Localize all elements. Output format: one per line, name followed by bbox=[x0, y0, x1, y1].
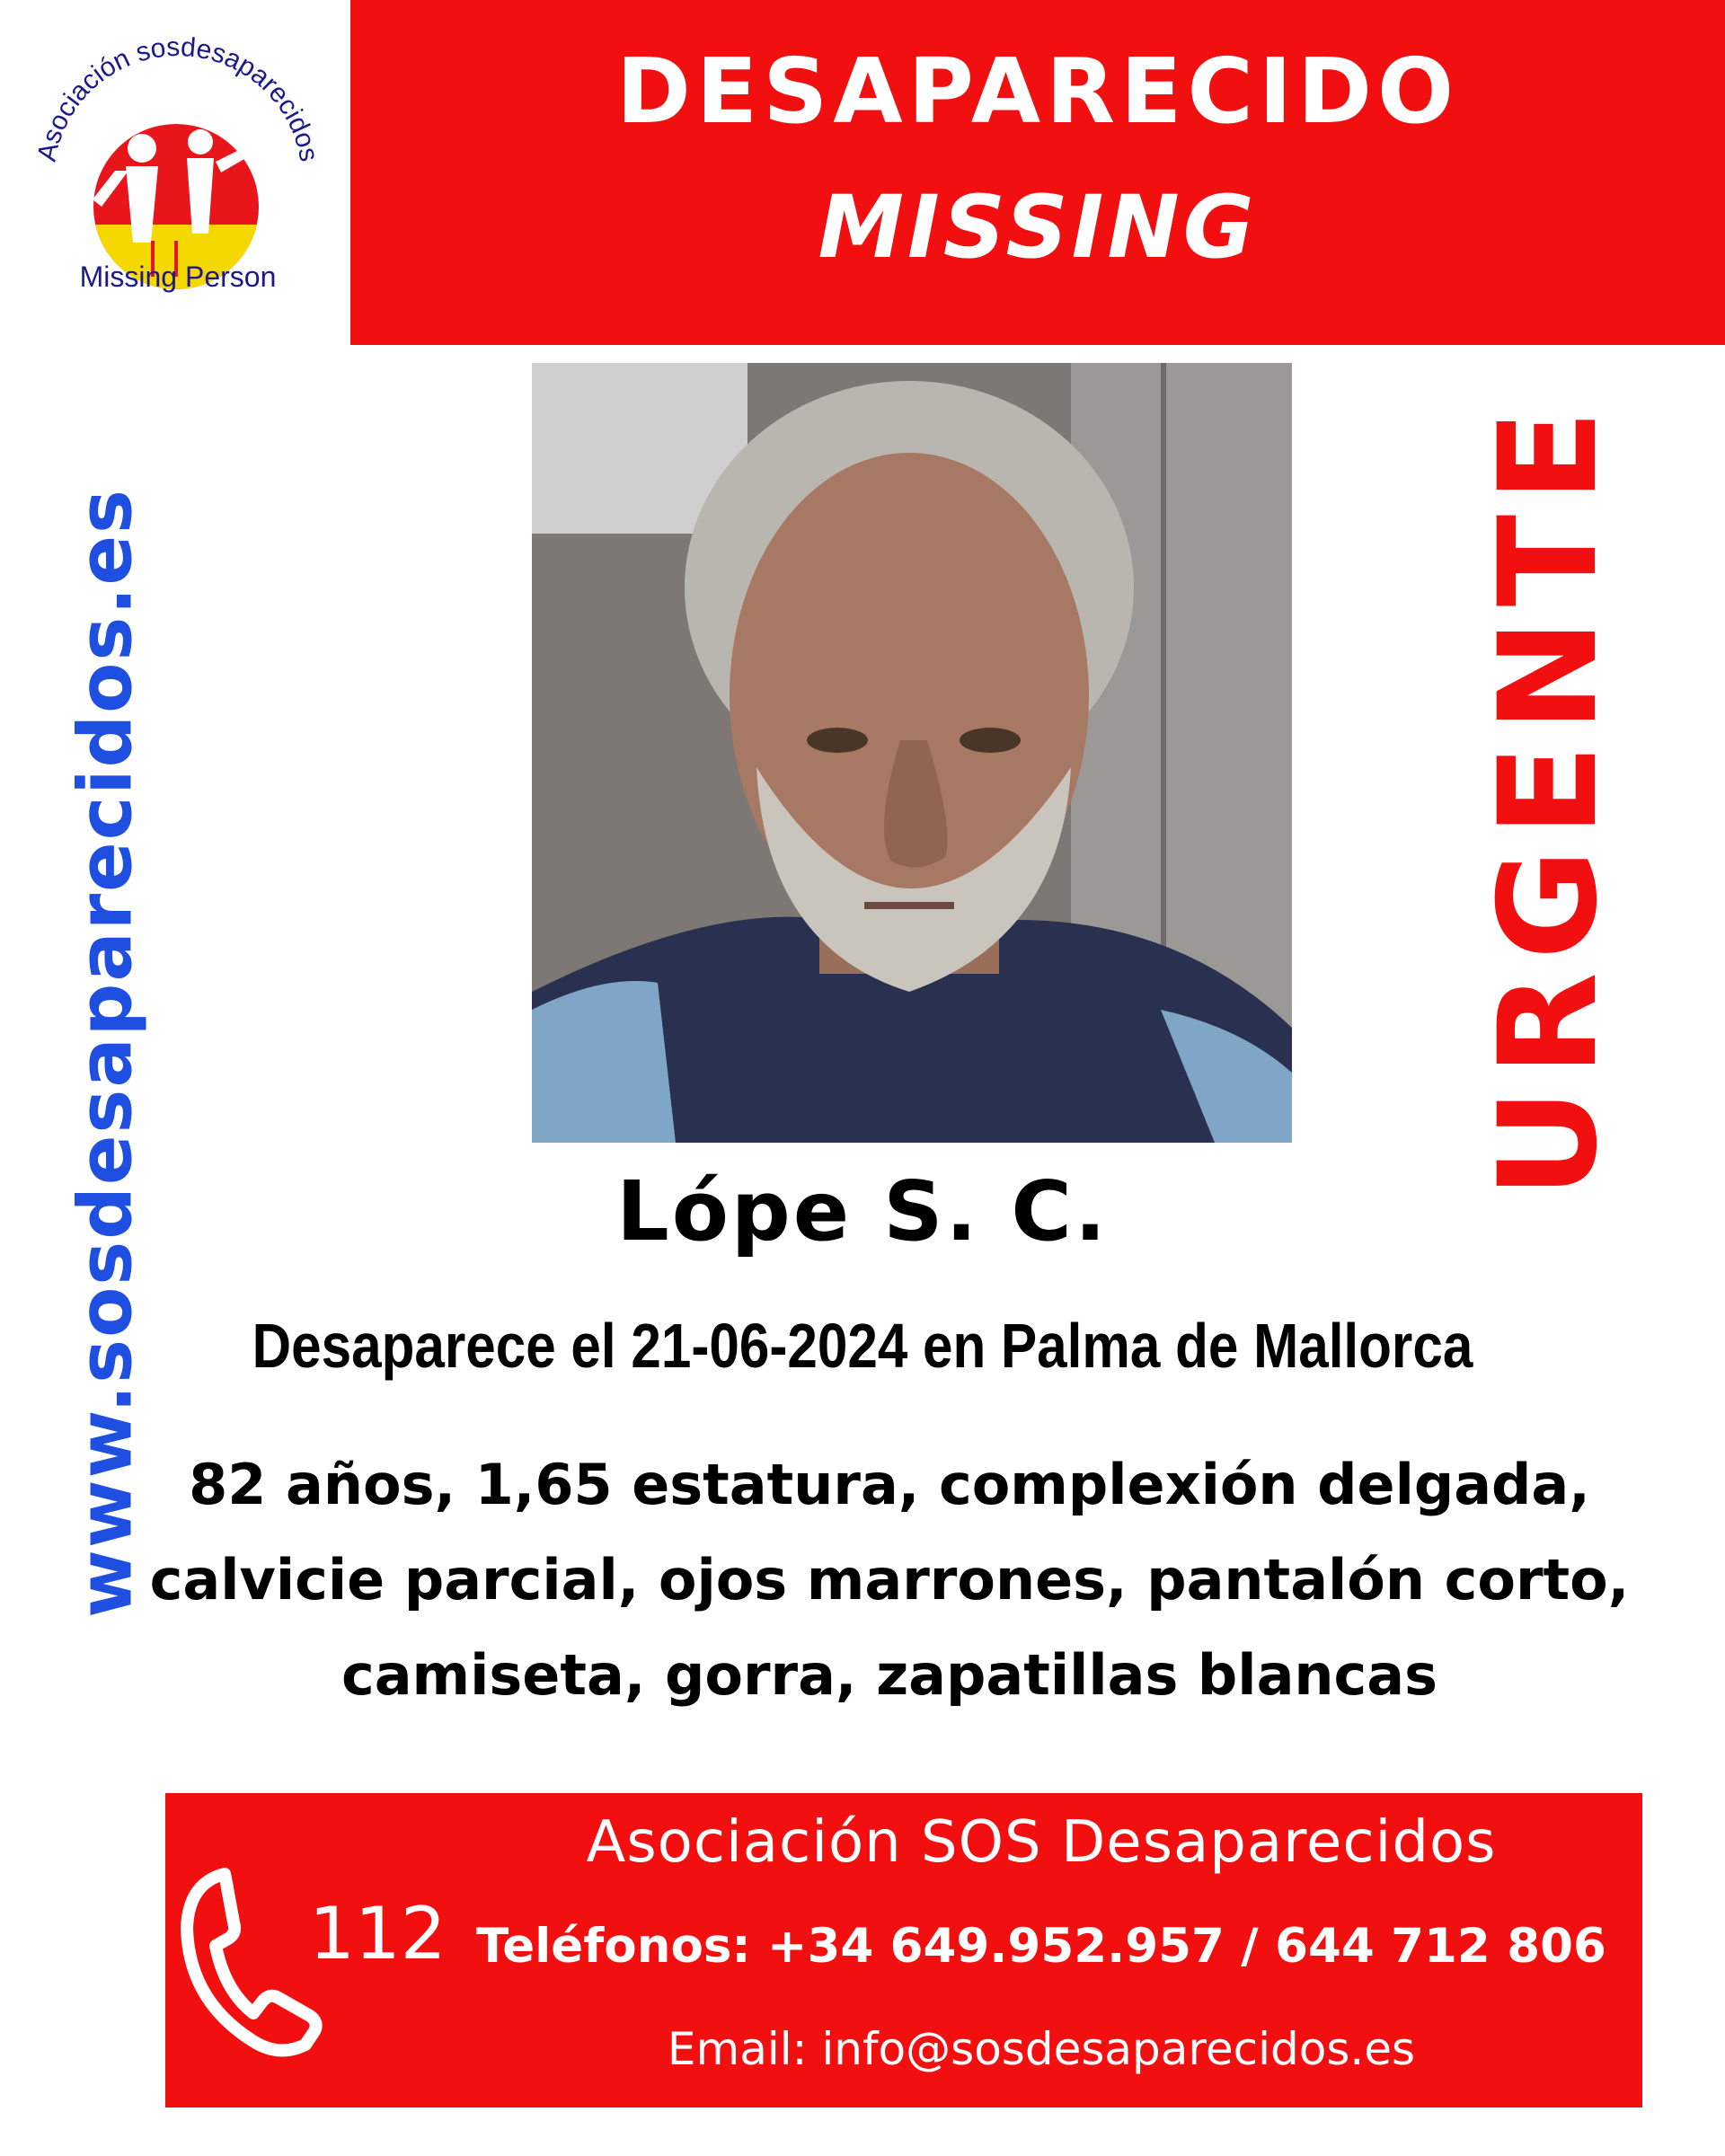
contact-footer bbox=[165, 1793, 1642, 2107]
person-description bbox=[126, 1437, 1653, 1723]
phone-numbers[interactable]: Teléfonos: +34 649.952.957 / 644 712 806 bbox=[476, 1919, 1606, 1974]
missing-person-photo bbox=[532, 363, 1292, 1143]
website-link[interactable]: www.sosdesaparecidos.es bbox=[63, 488, 149, 1618]
person-name: Lópe S. C. bbox=[616, 1163, 1109, 1259]
header-subtitle: MISSING bbox=[818, 177, 1258, 278]
description-line: camiseta, gorra, zapatillas blancas bbox=[341, 1642, 1438, 1708]
urgent-label: URGENTE bbox=[1471, 397, 1627, 1198]
disappearance-info: Desaparece el 21-06-2024 en Palma de Mallorca bbox=[252, 1311, 1473, 1381]
association-logo bbox=[16, 36, 340, 323]
association-name: Asociación SOS Desaparecidos bbox=[586, 1809, 1497, 1876]
email-address[interactable]: Email: info@sosdesaparecidos.es bbox=[667, 2023, 1416, 2075]
emergency-number[interactable]: 112 bbox=[309, 1892, 447, 1975]
logo-caption: Missing Person bbox=[79, 261, 277, 293]
description-line: calvicie parcial, ojos marrones, pantalón corto, bbox=[149, 1547, 1630, 1613]
description-line: 82 años, 1,65 estatura, complexión delgada, bbox=[189, 1452, 1590, 1517]
header-banner bbox=[350, 0, 1725, 345]
header-title: DESAPARECIDO bbox=[615, 39, 1460, 144]
logo-arc-text: Asociación sosdesaparecidos bbox=[31, 36, 324, 164]
